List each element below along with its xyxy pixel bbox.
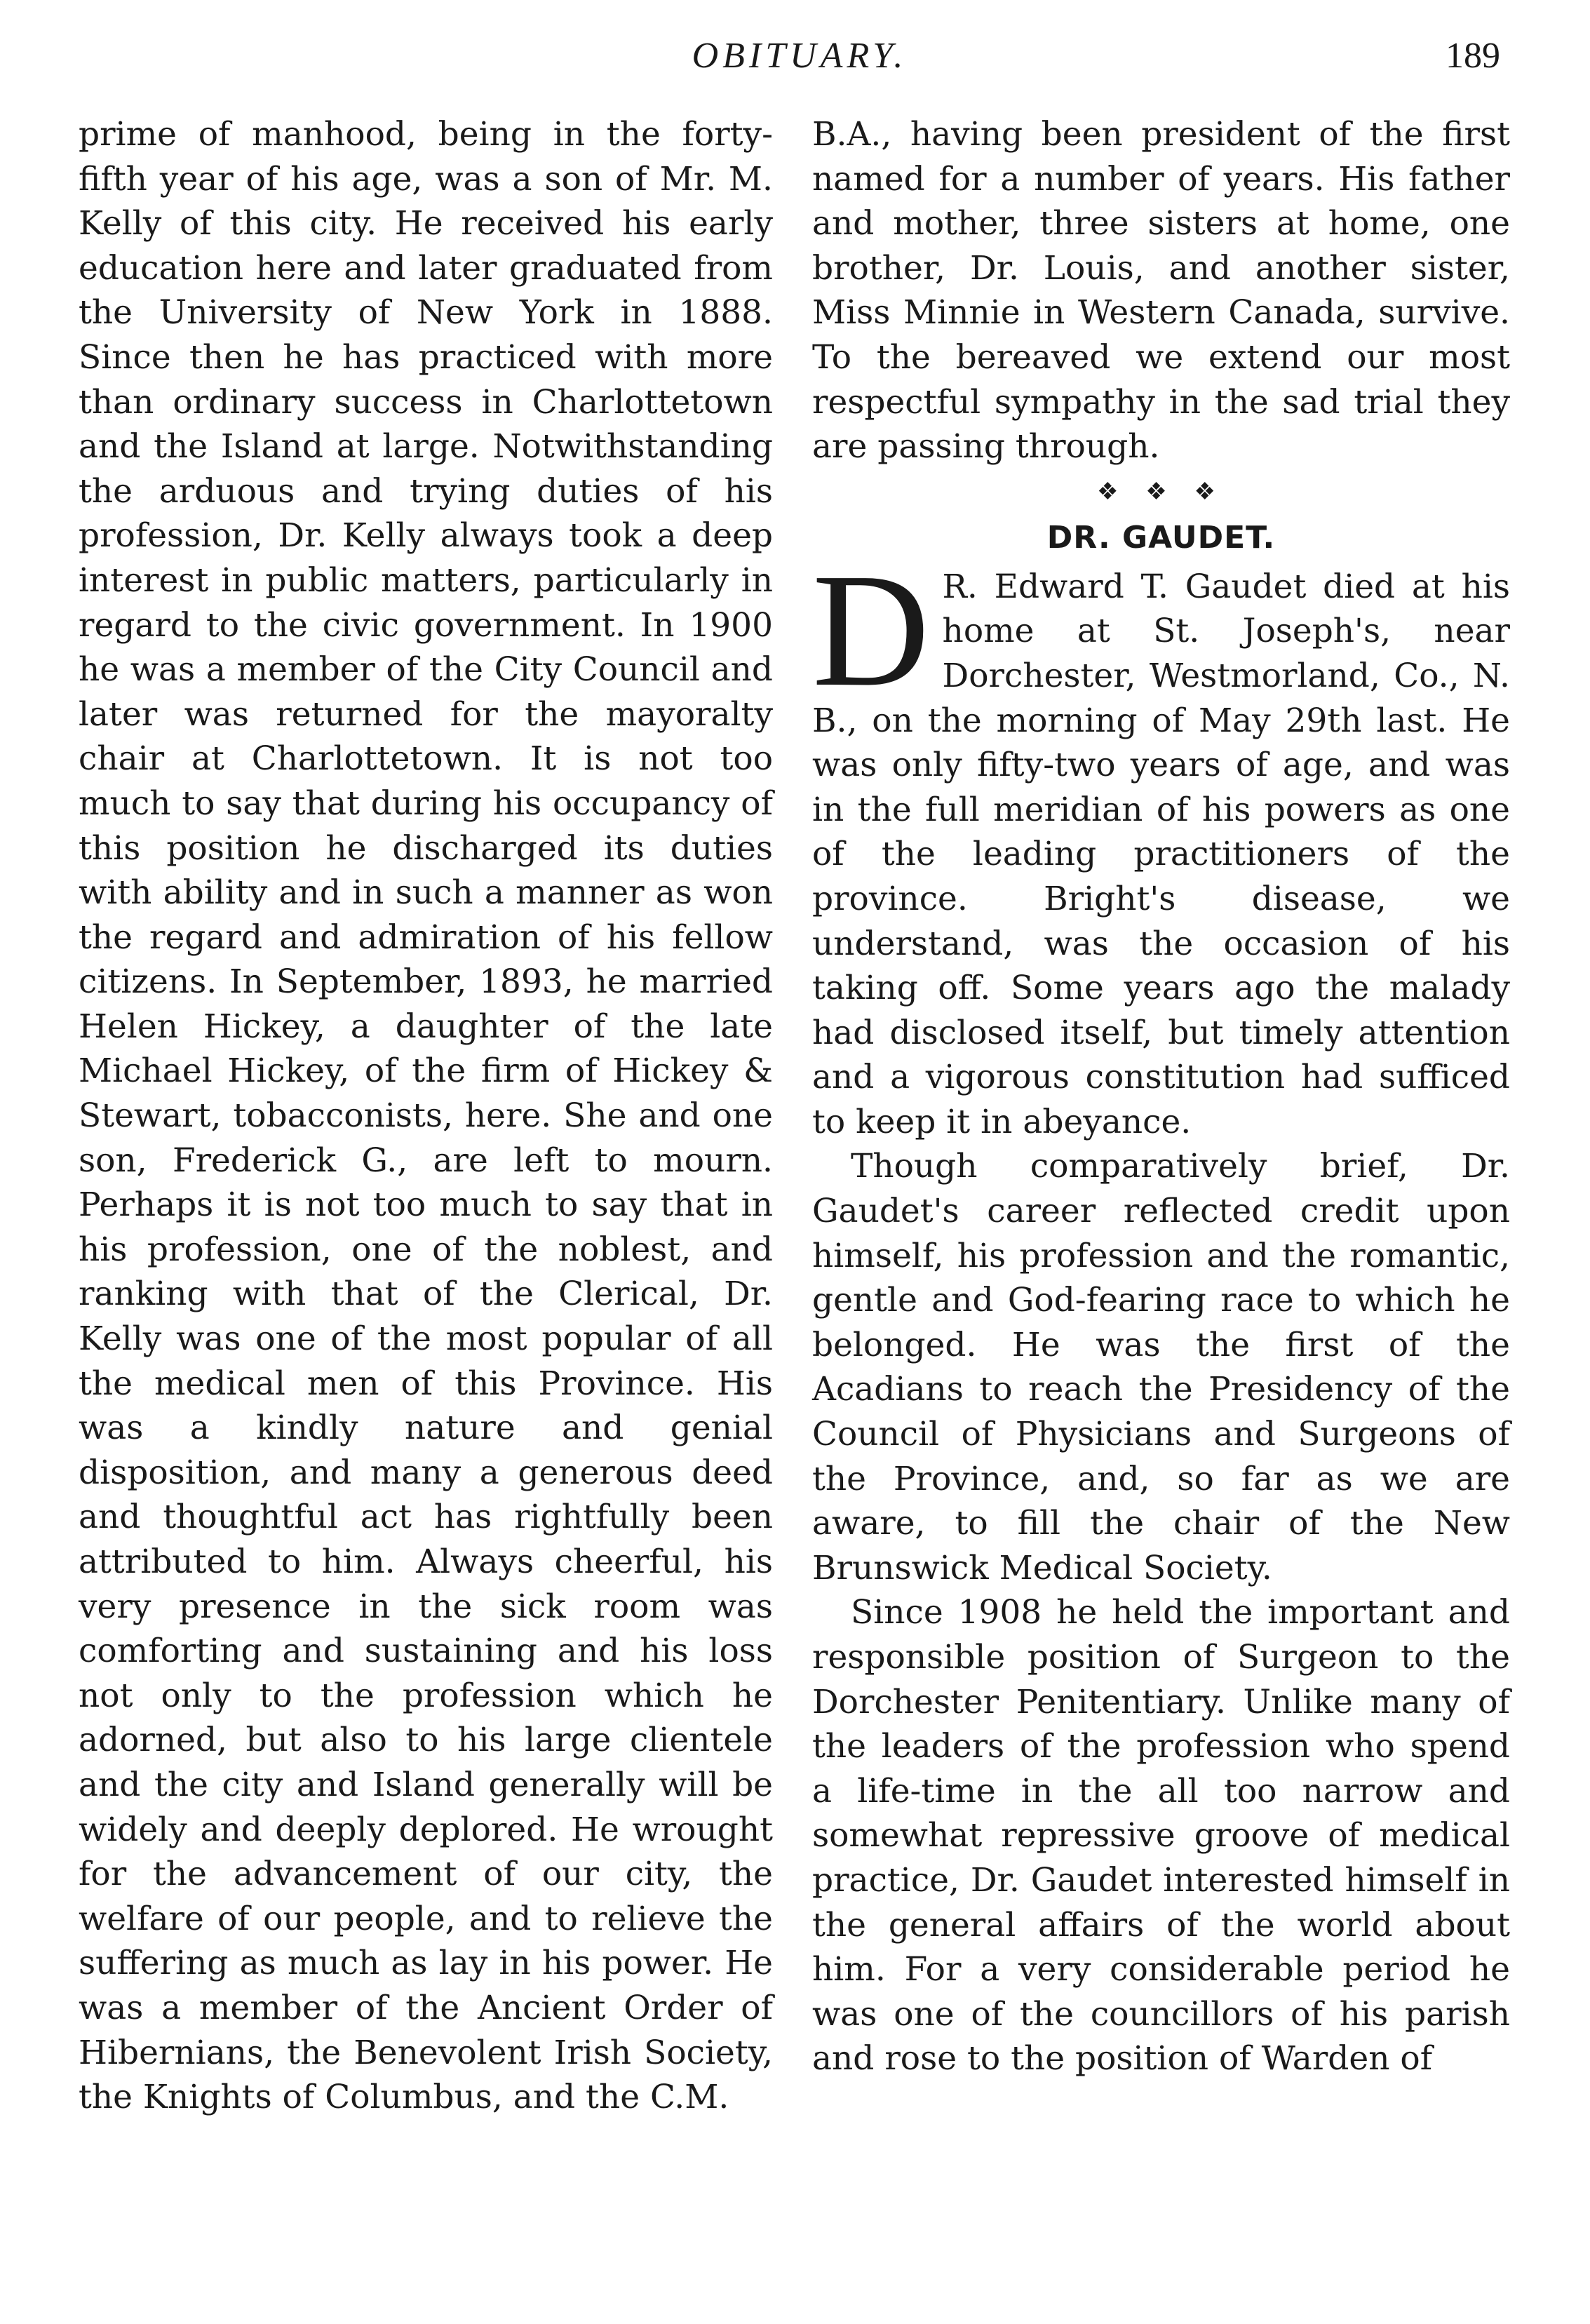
gaudet-paragraph-1 [812,539,1510,1145]
section-separator: ❖ ❖ ❖ [1096,477,1226,506]
page-header [0,0,1590,112]
running-head: OBITUARY. [692,36,908,76]
gaudet-paragraph-3: Since 1908 he held the important and responsible position of Surgeon to the Dorchester Penitentiary. Unlike many of the leaders of the profession who spend a life-time in the all too narrow and somewhat repressive groove of medical practice, Dr. Gaudet interested himself in the general affairs of the world about him. For a very considerable period he was one of the councillors of his parish and rose to the position of Warden of [812,1593,1510,2078]
kelly-obituary-conclusion: B.A., having been president of the first named for a number of years. His father and mother, three sisters at home, one brother, Dr. Louis, and another sister, Miss Minnie in Western Canada, survive. To the bereaved we extend our most respectful sympathy in the sad trial they are passing through. [812,115,1510,466]
page-number: 189 [1446,36,1500,76]
gaudet-paragraph-1-text: R. Edward T. Gaudet died at his home at St. Joseph's, near Dorchester, Westmorland, Co., N. B., on the morning of May 29th last. He was only fifty-two years of age, and was in the full meridian of his powers as one of the leading practitioners of the province. Bright's disease, we understand, was the occasion of his taking off. Some years ago the malady had disclosed itself, but timely attention and a vigorous constitution had sufficed to keep it in abeyance. [812,567,1510,1141]
drop-cap: D [812,539,930,720]
right-column [812,112,1510,2081]
kelly-obituary-continuation: prime of manhood, being in the forty-fifth year of his age, was a son of Mr. M. Kelly of this city. He received his early education here and later graduated from the University of New York in 1888. Since then he has practiced with more than ordinary success in Charlottetown and the Island at large. Notwithstanding the arduous and trying duties of his profession, Dr. Kelly always took a deep interest in public matters, particularly in regard to the civic government. In 1900 he was a member of the City Council and later was returned for the mayoralty chair at Charlottetown. It is not too much to say that during his occupancy of this position he discharged its duties with ability and in such a manner as won the regard and admiration of his fellow citizens. In September, 1893, he married Helen Hickey, a daughter of the late Michael Hickey, of the firm of Hickey & Stewart, tobacconists, here. She and one son, Frederick G., are left to mourn. Perhaps it is not too much to say that in his profession, one of the noblest, and ranking with that of the Clerical, Dr. Kelly was one of the most popular of all the medical men of this Province. His was a kindly nature and genial disposition, and many a generous deed and thoughtful act has rightfully been attributed to him. Always cheerful, his very presence in the sick room was comforting and sustaining and his loss not only to the profession which he adorned, but also to his large clientele and the city and Island generally will be widely and deeply deplored. He wrought for the advancement of our city, the welfare of our people, and to relieve the suffering as much as lay in his power. He was a member of the Ancient Order of Hibernians, the Benevolent Irish Society, the Knights of Columbus, and the C.M. [79,115,773,2117]
left-column [79,112,773,2120]
gaudet-paragraph-2: Though comparatively brief, Dr. Gaudet's career reflected credit upon himself, his profession and the romantic, gentle and God-fearing race to which he belonged. He was the first of the Acadians to reach the Presidency of the Council of Physicians and Surgeons of the Province, and, so far as we are aware, to fill the chair of the New Brunswick Medical Society. [812,1147,1510,1587]
section-heading: DR. GAUDET. [1046,519,1276,556]
